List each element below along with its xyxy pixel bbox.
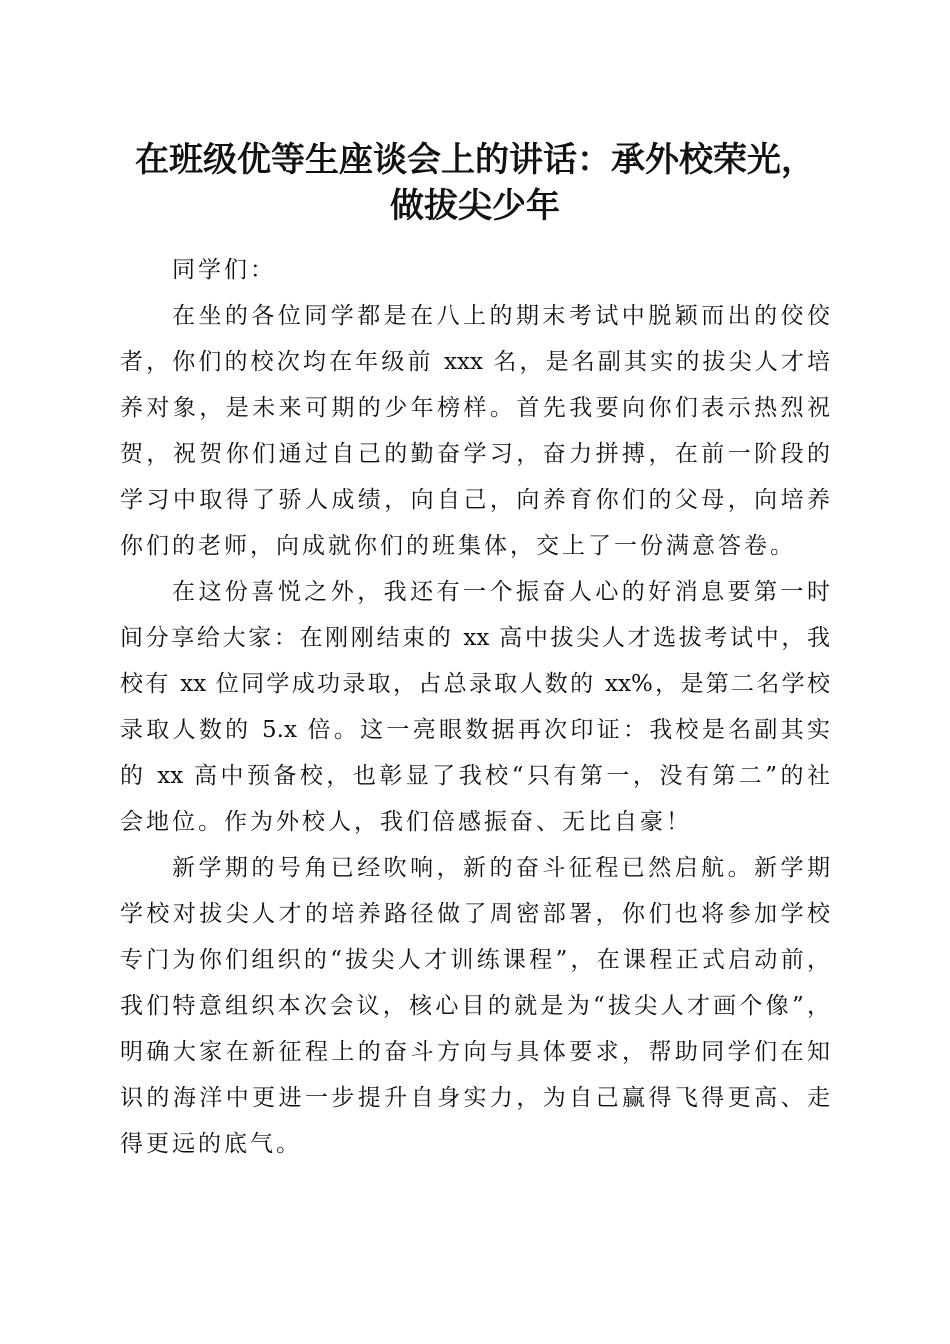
text-line: 间分享给大家：在刚刚结束的 xx 高中拔尖人才选拔考试中，我	[120, 625, 830, 651]
text-line: 养对象，是未来可期的少年榜样。首先我要向你们表示热烈祝	[120, 395, 830, 421]
text-line: 新学期的号角已经吹响，新的奋斗征程已然启航。新学期	[172, 855, 830, 881]
document-body	[120, 252, 830, 1172]
text-line: 在这份喜悦之外，我还有一个振奋人心的好消息要第一时	[172, 579, 830, 605]
document-title-line-1: 在班级优等生座谈会上的讲话：承外校荣光，	[135, 140, 815, 180]
text-line: 你们的老师，向成就你们的班集体，交上了一份满意答卷。	[120, 533, 796, 559]
greeting: 同学们：	[172, 257, 276, 283]
text-line: 学校对拔尖人才的培养路径做了周密部署，你们也将参加学校	[120, 901, 830, 927]
paragraph-3	[120, 850, 830, 1172]
text-line: 专门为你们组织的“拔尖人才训练课程”，在课程正式启动前，	[120, 947, 830, 973]
paragraph-1	[120, 298, 830, 574]
text-line: 学习中取得了骄人成绩，向自己，向养育你们的父母，向培养	[120, 487, 830, 513]
text-line: 校有 xx 位同学成功录取，占总录取人数的 xx%，是第二名学校	[120, 671, 830, 697]
text-line: 录取人数的 5.x 倍。这一亮眼数据再次印证：我校是名副其实	[120, 717, 830, 743]
text-line: 者，你们的校次均在年级前 xxx 名，是名副其实的拔尖人才培	[120, 349, 830, 375]
text-line: 得更远的底气。	[120, 1131, 302, 1157]
text-line: 的 xx 高中预备校，也彰显了我校“只有第一，没有第二”的社	[120, 763, 830, 789]
paragraph-2	[120, 574, 830, 850]
document-title-line-2: 做拔尖少年	[390, 186, 560, 226]
text-line: 我们特意组织本次会议，核心目的就是为“拔尖人才画个像”，	[120, 993, 830, 1019]
text-line: 贺，祝贺你们通过自己的勤奋学习，奋力拼搏，在前一阶段的	[120, 441, 830, 467]
text-line: 识的海洋中更进一步提升自身实力，为自己赢得飞得更高、走	[120, 1085, 830, 1111]
text-line: 会地位。作为外校人，我们倍感振奋、无比自豪！	[120, 809, 692, 835]
text-line: 明确大家在新征程上的奋斗方向与具体要求，帮助同学们在知	[120, 1039, 830, 1065]
text-line: 在坐的各位同学都是在八上的期末考试中脱颖而出的佼佼	[172, 303, 830, 329]
